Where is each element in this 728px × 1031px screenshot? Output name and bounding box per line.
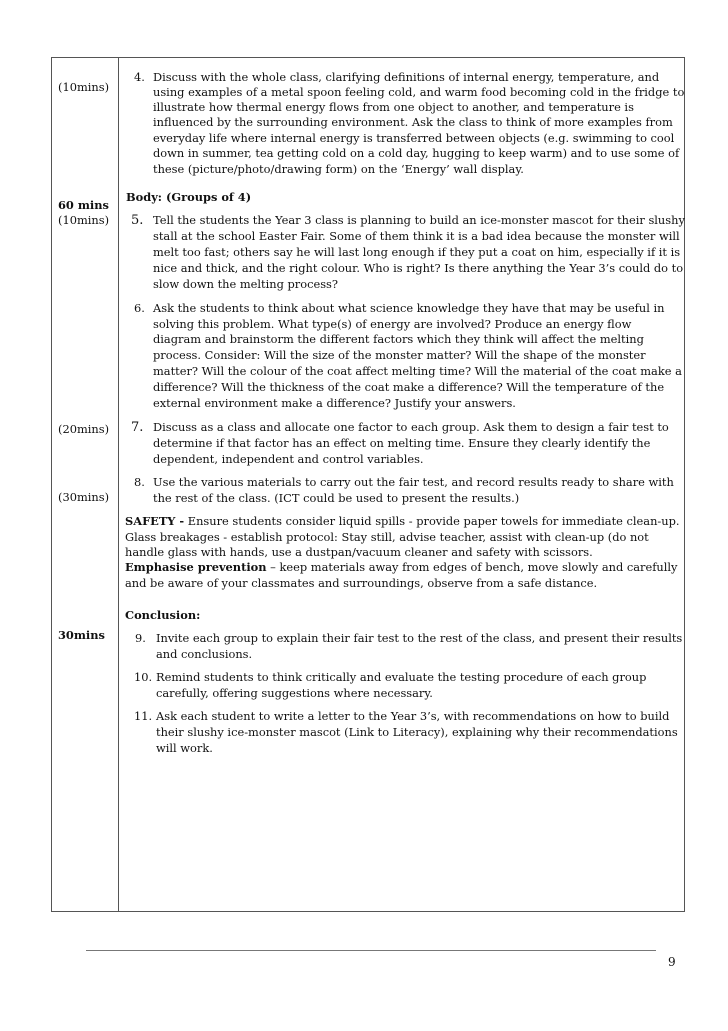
list-item-line: slow down the melting process? (153, 277, 339, 291)
list-item-line: will work. (156, 741, 213, 755)
list-item-line: nice and thick, and the right colour. Who is right? Is there anything the Year 3’s could do to (153, 261, 684, 275)
section-heading: Conclusion: (125, 608, 201, 622)
list-item-line: and conclusions. (156, 647, 253, 661)
list-number: 4. (134, 70, 145, 84)
list-number: 5. (131, 213, 144, 228)
list-number: 6. (134, 301, 145, 315)
list-number: 11. (134, 709, 153, 723)
safety-text: Ensure students consider liquid spills - provide paper towels for immediate clean-up. (184, 514, 680, 528)
safety-line (125, 514, 680, 529)
time-label: (10mins) (58, 213, 110, 227)
list-item-line: Remind students to think critically and evaluate the testing procedure of each group (156, 670, 647, 684)
safety-text: – keep materials away from edges of bench, move slowly and carefully (266, 560, 678, 574)
list-number: 7. (131, 420, 144, 435)
lesson-plan-table (51, 57, 685, 912)
list-item-line: carefully, offering suggestions where necessary. (156, 686, 433, 700)
list-item-line: melt too fast; others say he will last long enough if they put a coat on him, especially if it is (153, 245, 681, 259)
list-item-line: Ask the students to think about what science knowledge they have that may be useful in (153, 301, 665, 315)
safety-line: handle glass with hands, use a dustpan/vacuum cleaner and safety with scissors. (125, 545, 593, 559)
list-item-line: down in summer, tea getting cold on a cold day, hugging to keep warm) and to use some of (153, 146, 680, 160)
list-item-line: using examples of a metal spoon feeling cold, and warm food becoming cold in the fridge to (153, 85, 685, 99)
list-number: 10. (134, 670, 153, 684)
list-number: 9. (135, 631, 146, 645)
time-label: 60 mins (58, 198, 109, 212)
time-label: 30mins (58, 628, 105, 642)
list-item-line: Use the various materials to carry out the fair test, and record results ready to share with (153, 475, 674, 489)
list-item-line: Tell the students the Year 3 class is planning to build an ice-monster mascot for their slushy (153, 213, 685, 227)
list-item-line: Discuss as a class and allocate one factor to each group. Ask them to design a fair test to (153, 420, 669, 434)
list-item-line: dependent, independent and control variables. (153, 452, 424, 466)
list-item-line: difference? Will the thickness of the coat make a difference? Will the temperature of the (153, 380, 665, 394)
time-label: (20mins) (58, 422, 110, 436)
list-item-line: Invite each group to explain their fair test to the rest of the class, and present their results (156, 631, 683, 645)
list-item-line: their slushy ice-monster mascot (Link to Literacy), explaining why their recommendations (156, 725, 678, 739)
list-item-line: Discuss with the whole class, clarifying definitions of internal energy, temperature, and (153, 70, 660, 84)
list-item-line: Ask each student to write a letter to the Year 3’s, with recommendations on how to build (156, 709, 670, 723)
list-item-line: process. Consider: Will the size of the monster matter? Will the shape of the monster (153, 348, 646, 362)
list-item-line: these (picture/photo/drawing form) on the ‘Energy’ wall display. (153, 162, 524, 176)
emphasise-label: Emphasise prevention (125, 560, 267, 574)
list-item-line: solving this problem. What type(s) of energy are involved? Produce an energy flow (153, 317, 632, 331)
list-item-line: influenced by the surrounding environment. Ask the class to think of more examples from (153, 115, 673, 129)
list-item-line: the rest of the class. (ICT could be used to present the results.) (153, 491, 520, 505)
list-item-line: illustrate how thermal energy flows from one object to another, and temperature is (153, 100, 634, 114)
page-number: 9 (668, 955, 676, 969)
footer-divider (86, 950, 656, 951)
time-label: (30mins) (58, 490, 110, 504)
list-item-line: stall at the school Easter Fair. Some of them think it is a bad idea because the monster will (153, 229, 680, 243)
time-label: (10mins) (58, 80, 110, 94)
safety-line: Glass breakages - establish protocol: Stay still, advise teacher, assist with clean-up (do not (125, 530, 649, 544)
list-item-line: matter? Will the colour of the coat affect melting time? Will the material of the coat make a (153, 364, 682, 378)
list-item-line: external environment make a difference? Justify your answers. (153, 396, 516, 410)
list-item-line: everyday life where internal energy is transferred between objects (e.g. swimming to cool (153, 131, 675, 145)
list-item-line: diagram and brainstorm the different factors which they think will affect the melting (153, 332, 644, 346)
list-number: 8. (134, 475, 145, 489)
list-item-line: determine if that factor has an effect on melting time. Ensure they clearly identify the (153, 436, 651, 450)
safety-line: and be aware of your classmates and surroundings, observe from a safe distance. (125, 576, 598, 590)
section-heading: Body: (Groups of 4) (126, 190, 252, 204)
safety-line (125, 560, 678, 575)
column-divider (118, 58, 119, 911)
safety-label: SAFETY - (125, 514, 185, 528)
